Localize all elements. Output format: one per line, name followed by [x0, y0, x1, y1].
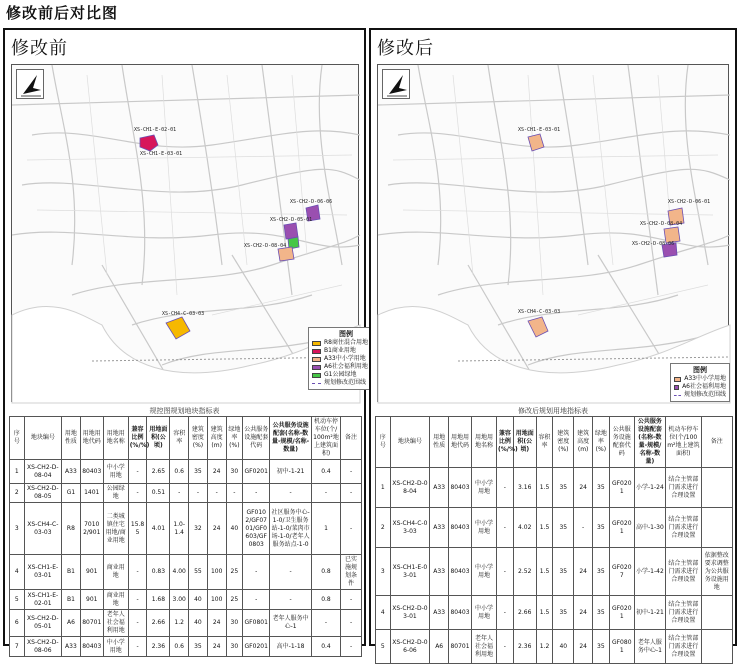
table-cell: A6 [62, 610, 81, 637]
map-label: XS-CH2-D-05-01 [270, 217, 313, 223]
table-cell: 35 [593, 596, 610, 630]
legend-item [674, 375, 726, 383]
legend-line-swatch [312, 383, 321, 384]
column-header: 兼容比例(%/%) [497, 417, 514, 468]
column-header: 机动车停车位(个/100m²地上建筑面积) [666, 417, 701, 468]
column-header: 建筑密度(%) [553, 417, 574, 468]
column-header: 地块编号 [390, 417, 430, 468]
column-header: 序号 [10, 417, 25, 460]
map-label: XS-CH4-C-03-03 [518, 309, 561, 315]
table-cell: 35 [593, 468, 610, 508]
legend-label: A33中小学用地 [684, 375, 726, 382]
legend-title: 图例 [339, 330, 353, 338]
table-cell: GF0801 [243, 610, 270, 637]
table-cell: - [497, 508, 514, 548]
table-cell: - [574, 508, 593, 548]
column-header: 用地用地代码 [80, 417, 103, 460]
after-index-table [375, 416, 733, 664]
table-cell: 1.5 [536, 468, 553, 508]
table-cell: 老年人服务中心-1 [634, 630, 665, 664]
table-cell: 2.65 [147, 460, 170, 484]
table-cell: 结合主管部门需求进行合理设置 [666, 596, 701, 630]
table-cell: 35 [553, 468, 574, 508]
table-cell: - [341, 610, 362, 637]
table-cell: G1 [62, 484, 81, 503]
column-header: 序号 [376, 417, 391, 468]
table-cell: 老年人社会福利用地 [103, 610, 128, 637]
table-cell: - [341, 484, 362, 503]
table-cell: 7 [10, 637, 25, 657]
before-map [11, 64, 368, 402]
table-cell: 2.36 [147, 637, 170, 657]
table-cell: 0.83 [147, 555, 170, 590]
table-cell: 80403 [449, 548, 472, 596]
table-cell: 1.5 [536, 508, 553, 548]
legend-swatch [674, 385, 679, 390]
table-cell: A33 [430, 548, 449, 596]
before-panel [3, 28, 368, 654]
map-label: XS-CH2-D-06-06 [290, 199, 333, 205]
legend-swatch [312, 357, 321, 362]
legend-swatch [312, 365, 321, 370]
table-cell: - [341, 637, 362, 657]
table-cell: XS-CH2-D-03-01 [390, 596, 430, 630]
table-cell: 55 [189, 555, 208, 590]
table-row [376, 468, 733, 508]
table-cell: 3 [10, 503, 25, 555]
table-cell: 中小学用地 [472, 468, 497, 508]
table-cell: 5 [10, 590, 25, 610]
table-cell: 1401 [80, 484, 103, 503]
legend-item [674, 391, 726, 399]
table-cell: 3.00 [170, 590, 189, 610]
table-cell: 24 [207, 460, 226, 484]
table-cell: 0.8 [311, 555, 340, 590]
table-cell: 1.2 [170, 610, 189, 637]
table-cell: 80403 [449, 596, 472, 630]
table-cell: 1.5 [536, 548, 553, 596]
table-cell: 100 [207, 590, 226, 610]
table-cell: - [243, 590, 270, 610]
table-cell: 80403 [449, 468, 472, 508]
table-cell: 901 [80, 590, 103, 610]
table-cell: 30 [226, 637, 243, 657]
table-cell: 2.66 [147, 610, 170, 637]
table-cell: 结合主管部门需求进行合理设置 [666, 508, 701, 548]
legend-label: A33中小学用地 [324, 355, 366, 362]
table-cell: B1 [62, 590, 81, 610]
column-header: 地块编号 [24, 417, 61, 460]
table-cell: - [270, 590, 312, 610]
table-cell [701, 468, 732, 508]
table-cell: B1 [62, 555, 81, 590]
table-cell: - [341, 460, 362, 484]
table-cell: 4 [376, 596, 391, 630]
legend-label: R8商住混合用地 [324, 339, 368, 346]
column-header: 用地用地名称 [103, 417, 128, 460]
table-header-row [376, 417, 733, 468]
legend-label: A6社会福利用地 [682, 383, 726, 390]
table-cell: 30 [226, 460, 243, 484]
table-cell: 80701 [80, 610, 103, 637]
table-cell: 35 [553, 596, 574, 630]
table-cell: 0.4 [311, 637, 340, 657]
table-cell: 40 [189, 590, 208, 610]
table-cell: XS-CH4-C-03-03 [24, 503, 61, 555]
table-cell: 1.5 [536, 596, 553, 630]
column-header: 备注 [701, 417, 732, 468]
before-heading: 修改前 [11, 38, 68, 59]
table-cell: 中小学用地 [103, 460, 128, 484]
table-cell: 1.68 [147, 590, 170, 610]
table-cell: 已实施规划条件 [341, 555, 362, 590]
table-row [376, 548, 733, 596]
column-header: 用地用地名称 [472, 417, 497, 468]
table-cell: 4.02 [513, 508, 536, 548]
table-cell: 1.0-1.4 [170, 503, 189, 555]
table-cell: - [128, 590, 147, 610]
table-cell: A33 [430, 596, 449, 630]
column-header: 公共服务设施配套代码 [243, 417, 270, 460]
table-cell: GF0102/GF0701/GF0603/GF0803 [243, 503, 270, 555]
table-cell: 24 [574, 596, 593, 630]
table-cell: 2 [10, 484, 25, 503]
legend-swatch [312, 349, 321, 354]
column-header: 建筑高度(m) [574, 417, 593, 468]
table-cell: 社区服务中心-1-0/卫生服务站-1-0/菜肉市场-1-0/老年人服务站点-1-0 [270, 503, 312, 555]
legend-label: 规划修改范围线 [683, 391, 726, 398]
north-arrow-icon [16, 69, 44, 99]
table-cell: 35 [553, 508, 574, 548]
legend-label: B1商业用地 [324, 347, 356, 354]
table-cell: - [128, 555, 147, 590]
table-cell: 1 [311, 503, 340, 555]
table-cell: - [128, 460, 147, 484]
column-header: 容积率 [170, 417, 189, 460]
table-cell: 2.36 [513, 630, 536, 664]
table-cell: 5 [376, 630, 391, 664]
table-cell: 中小学用地 [472, 596, 497, 630]
table-cell: 901 [80, 555, 103, 590]
table-cell: 结合主管部门需求进行合理设置 [666, 548, 701, 596]
table-cell: 0.8 [311, 590, 340, 610]
table-cell: XS-CH2-D-06-06 [390, 630, 430, 664]
north-arrow-icon [382, 69, 410, 99]
table-cell: 3 [376, 548, 391, 596]
table-cell: 24 [574, 630, 593, 664]
table-row [376, 630, 733, 664]
table-cell: 2.66 [513, 596, 536, 630]
table-cell: XS-CH2-D-08-04 [390, 468, 430, 508]
table-cell: - [311, 484, 340, 503]
table-cell: 高中-1-18 [270, 637, 312, 657]
table-cell: - [497, 630, 514, 664]
table-cell: - [270, 484, 312, 503]
table-cell: 商业用地 [103, 555, 128, 590]
table-cell: GF0201 [243, 637, 270, 657]
table-cell: - [128, 637, 147, 657]
table-cell: A33 [62, 637, 81, 657]
table-cell: 35 [189, 637, 208, 657]
legend-label: A6社会福利用地 [324, 363, 368, 370]
table-cell: 24 [574, 548, 593, 596]
table-cell: 结合主管部门需求进行合理设置 [666, 468, 701, 508]
table-cell: 15.85 [128, 503, 147, 555]
table-cell: 老年人服务中心-1 [270, 610, 312, 637]
table-cell: 80403 [80, 637, 103, 657]
legend-label: 规划修改范围线 [324, 379, 367, 386]
table-cell: XS-CH2-D-08-05 [24, 484, 61, 503]
map-label: XS-CH2-D-06-01 [668, 199, 711, 205]
table-cell: 2 [376, 508, 391, 548]
column-header: 兼容比例(%/%) [128, 417, 147, 460]
table-cell: 依据整改要求调整为公共服务设施用地 [701, 548, 732, 596]
table-cell: A33 [430, 508, 449, 548]
after-table-caption: 修改后规划用地指标表 [518, 407, 588, 415]
table-cell: 24 [207, 637, 226, 657]
table-cell: 24 [207, 503, 226, 555]
table-row [10, 460, 362, 484]
column-header: 公共服务设施配套代码 [609, 417, 634, 468]
legend-item [674, 383, 726, 391]
table-cell: GF0201 [609, 596, 634, 630]
column-header: 绿地率(%) [593, 417, 610, 468]
table-row [10, 555, 362, 590]
table-header-row [10, 417, 362, 460]
column-header: 用地性质 [430, 417, 449, 468]
table-cell: GF0201 [243, 460, 270, 484]
table-cell [701, 630, 732, 664]
table-cell: 小学-1-24 [634, 468, 665, 508]
table-cell: GF0801 [609, 630, 634, 664]
table-cell: 35 [189, 460, 208, 484]
after-legend [670, 363, 730, 402]
table-cell: 40 [189, 610, 208, 637]
column-header: 用地性质 [62, 417, 81, 460]
table-cell: 24 [207, 610, 226, 637]
legend-swatch [674, 377, 681, 382]
table-cell: 公园绿地 [103, 484, 128, 503]
table-cell: A6 [430, 630, 449, 664]
column-header: 容积率 [536, 417, 553, 468]
table-cell: 40 [226, 503, 243, 555]
after-map [377, 64, 729, 402]
table-cell: 100 [207, 555, 226, 590]
table-cell: - [189, 484, 208, 503]
table-row [10, 637, 362, 657]
before-index-table [9, 416, 362, 657]
table-cell: 0.6 [170, 637, 189, 657]
table-cell: 35 [553, 548, 574, 596]
table-cell: 40 [553, 630, 574, 664]
map-label: XS-CH2-D-08-04 [640, 221, 683, 227]
table-cell: 3.16 [513, 468, 536, 508]
map-label: XS-CH2-D-08-06 [632, 241, 675, 247]
table-row [10, 503, 362, 555]
table-cell: 32 [189, 503, 208, 555]
table-cell: 中小学用地 [472, 508, 497, 548]
table-cell: - [270, 555, 312, 590]
table-cell: 70102/901 [80, 503, 103, 555]
table-cell: 35 [593, 508, 610, 548]
table-cell: A33 [62, 460, 81, 484]
table-cell: 商业用地 [103, 590, 128, 610]
table-cell: XS-CH1-E-03-01 [390, 548, 430, 596]
table-cell: 25 [226, 590, 243, 610]
legend-title: 图例 [693, 366, 707, 374]
table-cell: - [497, 468, 514, 508]
table-cell: GF0201 [609, 508, 634, 548]
table-cell: - [207, 484, 226, 503]
table-cell: XS-CH2-D-08-06 [24, 637, 61, 657]
table-cell: 初中-1-21 [270, 460, 312, 484]
table-cell: XS-CH4-C-03-03 [390, 508, 430, 548]
table-cell: - [170, 484, 189, 503]
column-header: 公共服务设施配套(名称-数量-规模/名称-数量) [270, 417, 312, 460]
table-row [10, 610, 362, 637]
column-header: 绿地率(%) [226, 417, 243, 460]
table-cell: - [311, 610, 340, 637]
table-cell: 0.4 [311, 460, 340, 484]
table-cell: 30 [226, 610, 243, 637]
table-cell: 二类城镇住宅用地/商业用地 [103, 503, 128, 555]
table-cell: - [341, 590, 362, 610]
table-row [10, 484, 362, 503]
table-cell: 结合主管部门需求进行合理设置 [666, 630, 701, 664]
table-cell: XS-CH2-D-08-04 [24, 460, 61, 484]
table-cell: - [497, 548, 514, 596]
table-cell: GF0207 [609, 548, 634, 596]
column-header: 公共服务设施配套(名称-数量-规模/名称-数量) [634, 417, 665, 468]
table-cell: - [226, 484, 243, 503]
page-title: 修改前后对比图 [6, 4, 119, 22]
column-header: 建筑密度(%) [189, 417, 208, 460]
legend-line-swatch [674, 395, 681, 396]
table-cell: 小学-1-42 [634, 548, 665, 596]
table-cell: 80403 [80, 460, 103, 484]
column-header: 机动车停车位(个/100m²地上建筑面积) [311, 417, 340, 460]
table-cell: 1 [376, 468, 391, 508]
column-header: 备注 [341, 417, 362, 460]
table-cell [701, 596, 732, 630]
table-row [376, 508, 733, 548]
before-table-caption: 规控图规划地块指标表 [149, 407, 220, 415]
column-header: 用地面积(公顷) [147, 417, 170, 460]
table-cell: 1.2 [536, 630, 553, 664]
table-cell: 35 [593, 548, 610, 596]
table-cell: 0.6 [170, 460, 189, 484]
legend-swatch [312, 373, 321, 378]
table-row [376, 596, 733, 630]
table-cell: 高中-1-30 [634, 508, 665, 548]
table-cell: - [243, 555, 270, 590]
table-cell: 35 [593, 630, 610, 664]
column-header: 用地用地代码 [449, 417, 472, 468]
table-cell [701, 508, 732, 548]
table-cell: - [128, 610, 147, 637]
table-cell: 4.00 [170, 555, 189, 590]
table-cell: - [243, 484, 270, 503]
table-cell: 6 [10, 610, 25, 637]
map-label: XS-CH1-E-02-01 [134, 127, 177, 133]
table-cell: XS-CH1-E-03-01 [24, 555, 61, 590]
column-header: 用地面积(公顷) [513, 417, 536, 468]
table-cell: 老年人社会福利用地 [472, 630, 497, 664]
after-panel [369, 28, 737, 658]
column-header: 建筑高度(m) [207, 417, 226, 460]
table-cell: 初中-1-21 [634, 596, 665, 630]
table-cell: 0.51 [147, 484, 170, 503]
map-label: XS-CH2-D-08-04 [244, 243, 287, 249]
table-cell: R8 [62, 503, 81, 555]
table-cell: 2.52 [513, 548, 536, 596]
after-heading: 修改后 [377, 38, 434, 59]
table-cell: 24 [574, 468, 593, 508]
table-cell: 4 [10, 555, 25, 590]
table-cell: 80403 [449, 508, 472, 548]
legend-label: G1公园绿地 [324, 371, 357, 378]
map-label: XS-CH4-C-03-03 [162, 311, 205, 317]
table-row [10, 590, 362, 610]
table-cell: - [128, 484, 147, 503]
map-label: XS-CH1-E-03-01 [140, 151, 183, 157]
table-cell: - [497, 596, 514, 630]
table-cell: GF0201 [609, 468, 634, 508]
table-cell: A33 [430, 468, 449, 508]
map-label: XS-CH1-E-03-01 [518, 127, 561, 133]
table-cell: XS-CH2-D-05-01 [24, 610, 61, 637]
table-cell: XS-CH1-E-02-01 [24, 590, 61, 610]
table-cell: 80701 [449, 630, 472, 664]
table-cell: - [341, 503, 362, 555]
legend-swatch [312, 341, 321, 346]
table-cell: 中小学用地 [472, 548, 497, 596]
table-cell: 中小学用地 [103, 637, 128, 657]
after-road-network [378, 65, 730, 403]
table-cell: 25 [226, 555, 243, 590]
table-cell: 1 [10, 460, 25, 484]
table-cell: 4.01 [147, 503, 170, 555]
